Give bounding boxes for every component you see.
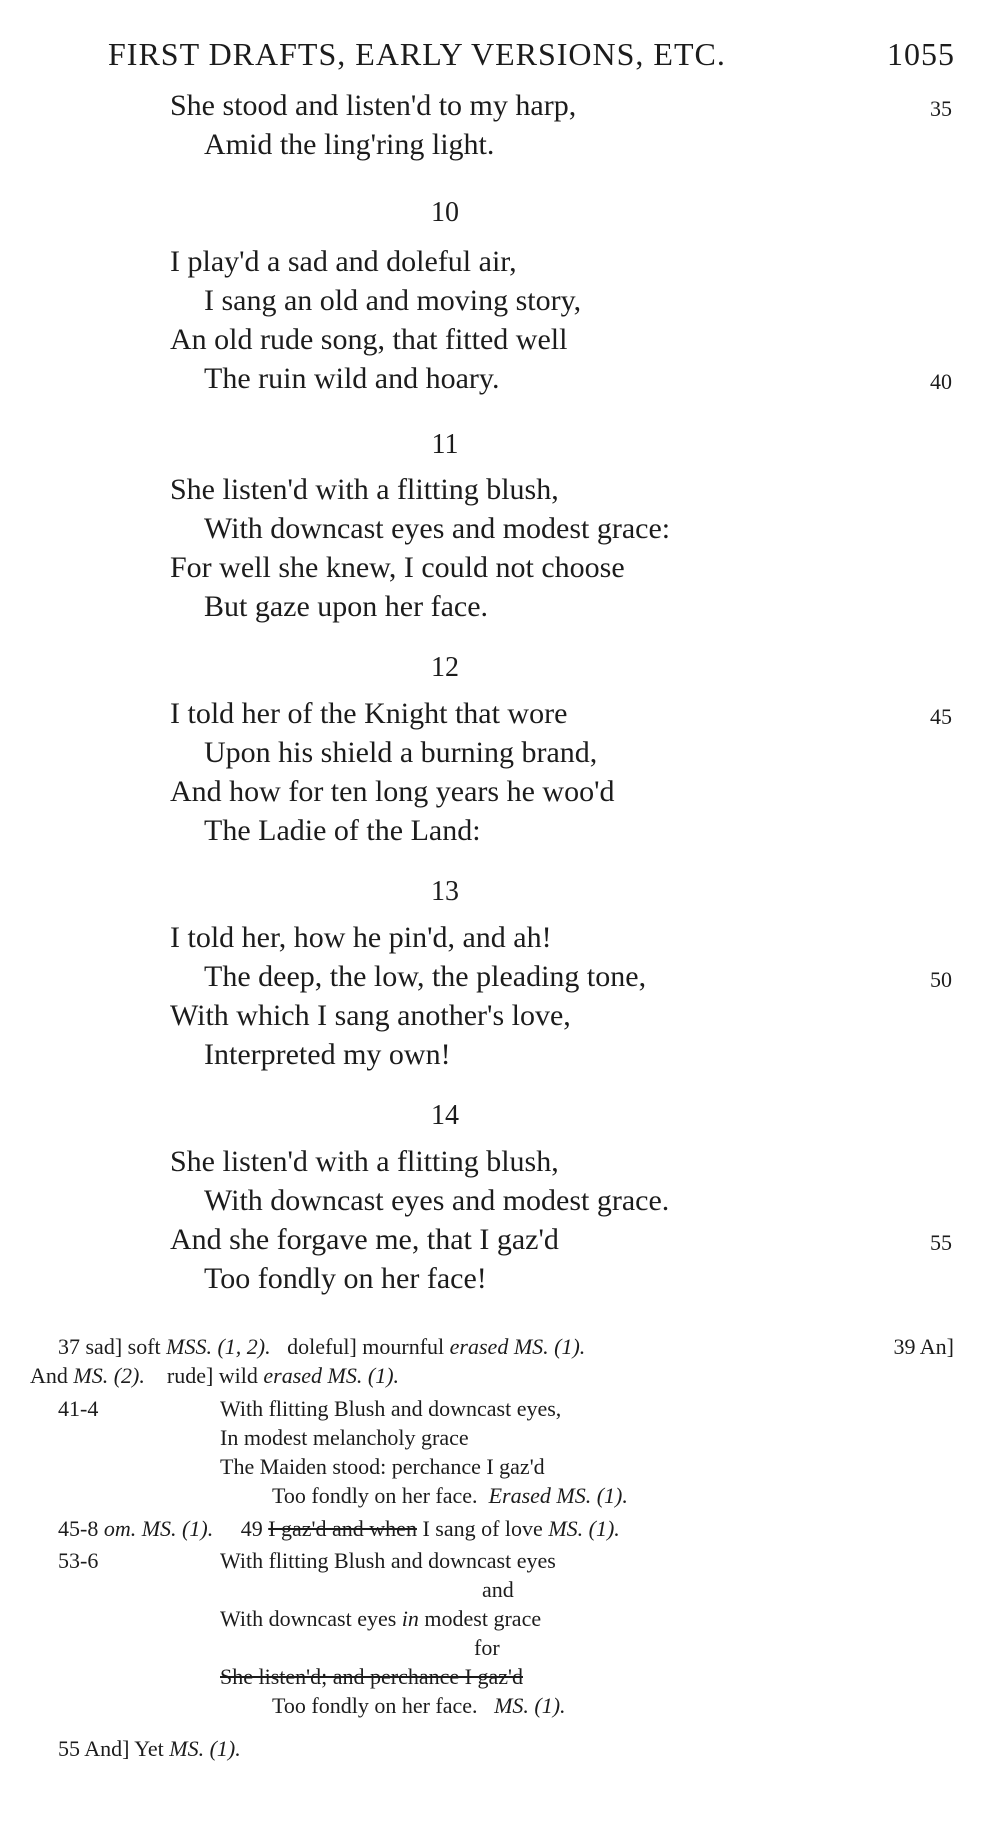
poem-line: But gaze upon her face. bbox=[204, 590, 489, 623]
note-number: 45-8 bbox=[58, 1516, 99, 1541]
poem-line: With downcast eyes and modest grace. bbox=[204, 1184, 670, 1217]
note-insertion: and bbox=[482, 1577, 514, 1602]
note-number: 39 bbox=[893, 1334, 916, 1359]
note-ms: MS. bbox=[169, 1736, 205, 1761]
note-text: sad] soft bbox=[85, 1334, 161, 1359]
line-number: 45 bbox=[930, 704, 952, 729]
poem-line: With downcast eyes and modest grace: bbox=[204, 512, 671, 545]
note-verse: With flitting Blush and downcast eyes bbox=[220, 1548, 556, 1573]
note-verse: With downcast eyes bbox=[220, 1606, 397, 1631]
poem-line: I play'd a sad and doleful air, bbox=[170, 245, 517, 278]
note-ms: (1, 2). bbox=[217, 1334, 271, 1359]
line-number: 55 bbox=[930, 1230, 952, 1255]
note-ms: erased MS. bbox=[263, 1363, 363, 1388]
note-number: 53-6 bbox=[58, 1548, 99, 1573]
note-number: 37 bbox=[58, 1334, 80, 1359]
stanza-number: 14 bbox=[431, 1100, 459, 1131]
note-ms: Erased MS. (1). bbox=[488, 1483, 628, 1508]
stanza-number: 12 bbox=[431, 652, 459, 683]
note-end bbox=[893, 1333, 954, 1361]
note-ms: MS. bbox=[73, 1363, 109, 1388]
note-text: rude] wild bbox=[166, 1363, 258, 1388]
poem-line: The Ladie of the Land: bbox=[204, 814, 481, 847]
note-verse: In modest melancholy grace bbox=[220, 1425, 469, 1450]
note-ms: (1). bbox=[554, 1334, 586, 1359]
note-verse: modest grace bbox=[424, 1606, 542, 1631]
poem-line: The ruin wild and hoary. bbox=[204, 362, 500, 395]
poem-line: And how for ten long years he woo'd bbox=[170, 775, 615, 808]
note-text: And bbox=[30, 1363, 68, 1388]
poem-line: Amid the ling'ring light. bbox=[204, 128, 495, 161]
poem-line: With which I sang another's love, bbox=[170, 999, 571, 1032]
note-line bbox=[272, 1692, 566, 1720]
note-ms: (1). bbox=[209, 1736, 241, 1761]
poem-line: The deep, the low, the pleading tone, bbox=[204, 960, 647, 993]
note-line bbox=[272, 1482, 628, 1510]
note-ms: (1). bbox=[588, 1516, 620, 1541]
note-ms: (1). bbox=[182, 1516, 214, 1541]
note-text: And] Yet bbox=[84, 1736, 164, 1761]
poem-line: She stood and listen'd to my harp, bbox=[170, 89, 577, 122]
deleted-text: She listen'd; and perchance I gaz'd bbox=[220, 1664, 523, 1689]
poem-line: Interpreted my own! bbox=[204, 1038, 451, 1071]
note-line bbox=[220, 1605, 541, 1633]
poem-line: Too fondly on her face! bbox=[204, 1262, 487, 1295]
note-ms: om. MS. bbox=[103, 1516, 177, 1541]
stanza-number: 10 bbox=[431, 197, 459, 228]
stanza-number: 11 bbox=[431, 429, 459, 460]
poem-line: Upon his shield a burning brand, bbox=[204, 736, 598, 769]
poem-line: She listen'd with a flitting blush, bbox=[170, 473, 559, 506]
note-line bbox=[58, 1333, 954, 1361]
line-number: 50 bbox=[930, 967, 952, 992]
deleted-text: I gaz'd and when bbox=[268, 1516, 417, 1541]
note-line bbox=[58, 1735, 241, 1763]
note-text: I sang of love bbox=[422, 1516, 543, 1541]
note-verse: The Maiden stood: perchance I gaz'd bbox=[220, 1454, 545, 1479]
note-verse: Too fondly on her face. bbox=[272, 1483, 478, 1508]
poem-line: She listen'd with a flitting blush, bbox=[170, 1145, 559, 1178]
note-line bbox=[30, 1362, 399, 1390]
note-ms: (2). bbox=[113, 1363, 145, 1388]
note-ms: MS. bbox=[548, 1516, 584, 1541]
poem-line: I sang an old and moving story, bbox=[204, 284, 582, 317]
poem-line: I told her, how he pin'd, and ah! bbox=[170, 921, 552, 954]
note-verse: in bbox=[401, 1606, 419, 1631]
page-header bbox=[108, 36, 955, 78]
note-number: 49 bbox=[240, 1516, 263, 1541]
stanza-number: 13 bbox=[431, 876, 459, 907]
line-number: 40 bbox=[930, 369, 952, 394]
note-verse: With flitting Blush and downcast eyes, bbox=[220, 1396, 562, 1421]
note-number: 55 bbox=[58, 1736, 80, 1761]
page-number: 1055 bbox=[887, 36, 955, 72]
note-ms: MS. (1). bbox=[494, 1693, 566, 1718]
note-verse: Too fondly on her face. bbox=[272, 1693, 478, 1718]
note-number: 41-4 bbox=[58, 1396, 99, 1421]
note-ms: MSS. bbox=[166, 1334, 212, 1359]
note-text: doleful] mournful bbox=[287, 1334, 445, 1359]
running-title: FIRST DRAFTS, EARLY VERSIONS, ETC. bbox=[108, 36, 726, 72]
note-line bbox=[58, 1515, 620, 1543]
note-ms: (1). bbox=[367, 1363, 400, 1388]
note-insertion: for bbox=[474, 1635, 500, 1660]
note-ms: erased MS. bbox=[449, 1334, 549, 1359]
note-text: An] bbox=[919, 1334, 954, 1359]
poem-line: And she forgave me, that I gaz'd bbox=[170, 1223, 559, 1256]
line-number: 35 bbox=[930, 96, 952, 121]
poem-line: I told her of the Knight that wore bbox=[170, 697, 568, 730]
poem-line: An old rude song, that fitted well bbox=[170, 323, 568, 356]
poem-line: For well she knew, I could not choose bbox=[170, 551, 625, 584]
